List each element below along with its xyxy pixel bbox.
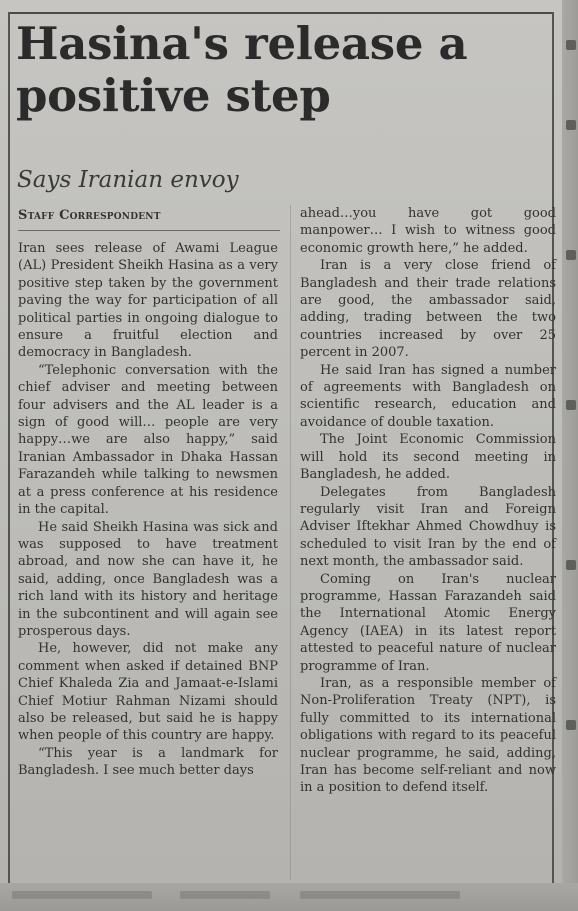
paragraph: He said Sheikh Hasina was sick and was supposed to have treatment abroad, and now she can have it, he said, adding, once Bangladesh was a rich land with its history and heritage in the subcontinent and will again see prosperous days.: [18, 519, 278, 639]
paragraph: He, however, did not make any comment when asked if detained BNP Chief Khaleda Zia and Jamaat-e-Islami Chief Motiur Rahman Nizami should also be released, but said he is happy when people of this country are happy.: [18, 641, 278, 744]
article-column-right: [300, 205, 556, 797]
paragraph: Iran, as a responsible member of Non-Proliferation Treaty (NPT), is fully committed to its international obligations with regard to its peaceful nuclear programme, he said, adding, Iran has become self-reliant and now in a position to defend itself.: [300, 675, 556, 796]
top-border-rule: [10, 12, 553, 14]
paragraph: Iran is a very close friend of Bangladesh and their trade relations are good, the ambassador said, adding, trading between the two countries increased by over 25 percent in 2007.: [300, 258, 556, 361]
paragraph: The Joint Economic Commission will hold its second meeting in Bangladesh, he added.: [300, 432, 556, 483]
paragraph: He said Iran has signed a number of agreements with Bangladesh on scientific research, education and avoidance of double taxation.: [300, 362, 556, 430]
adjacent-page-margin: [562, 0, 578, 911]
headline: Hasina's release a positive step: [16, 17, 468, 122]
deck-subheadline: Says Iranian envoy: [17, 167, 239, 193]
paragraph: Delegates from Bangladesh regularly visit Iran and Foreign Adviser Iftekhar Ahmed Chowdhuy is scheduled to visit Iran by the end of next month, the ambassador said.: [300, 484, 556, 570]
paragraph: Coming on Iran's nuclear programme, Hassan Farazandeh said the International Atomic Energy Agency (IAEA) in its latest report attested to peaceful nature of nuclear programme of Iran.: [300, 571, 556, 674]
column-divider: [290, 205, 291, 880]
paragraph: “Telephonic conversation with the chief adviser and meeting between four advisers and the AL leader is a sign of good will… people are very happy…we are also happy,” said Iranian Ambassador in Dhaka Hassan Farazandeh while talking to newsmen at a press conference at his residence in the capital.: [18, 362, 278, 518]
left-border-rule: [8, 12, 10, 890]
paragraph: “This year is a landmark for Bangladesh. I see much better days: [18, 745, 278, 779]
article-column-left: [18, 240, 278, 780]
paragraph: ahead…you have got good manpower… I wish to witness good economic growth here,” he added.: [300, 206, 556, 256]
next-article-strip: [0, 883, 578, 911]
paragraph: Iran sees release of Awami League (AL) President Sheikh Hasina as a very positive step taken by the government paving the way for participation of all political parties in ongoing dialogue to ensure a fruitful election and democracy in Bangladesh.: [18, 241, 278, 361]
byline: Staff Correspondent: [18, 208, 161, 223]
byline-rule: [18, 230, 280, 231]
